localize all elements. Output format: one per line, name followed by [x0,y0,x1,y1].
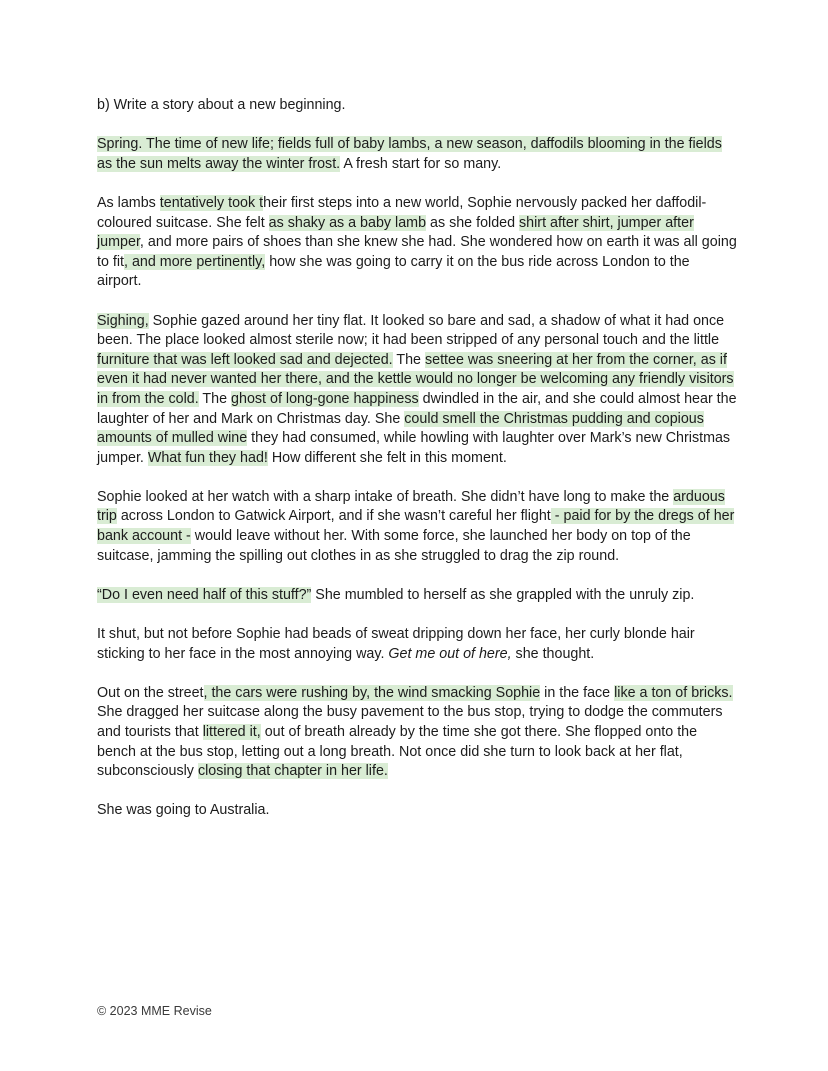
highlighted-phrase: arduous trip [97,488,725,525]
highlighted-phrase: could smell the Christmas pudding and copious amounts of mulled wine [97,410,704,447]
story-paragraph [97,312,737,469]
highlighted-phrase: tentatively took t [159,194,264,211]
highlighted-phrase: as shaky as a baby lamb [268,214,427,231]
text-segment: out of breath already by the time she got there. She flopped onto the bench at the bus stop, letting out a long breath. Not once did she turn to look back at her flat, subconsciously [97,724,698,780]
text-segment: How different she felt in this moment. [267,449,507,466]
highlighted-phrase: What fun they had! [147,449,268,466]
text-segment: A fresh start for so many. [340,155,502,172]
text-segment: , and more pairs of shoes than she knew she had. She wondered how on earth it was all going to fit [97,234,737,270]
question-heading: b) Write a story about a new beginning. [97,97,346,113]
story-paragraph [97,684,737,782]
highlighted-phrase: ghost of long-gone happiness [231,390,419,407]
story-paragraph [97,801,737,821]
document-body [97,96,737,841]
text-segment: Sophie looked at her watch with a sharp intake of breath. She didn’t have long to make the [97,488,674,505]
highlighted-phrase: Sighing, [97,312,149,329]
text-segment: would leave without her. With some force, she launched her body on top of the suitcase, jamming the spilling out clothes in as she struggled to drag the zip round. [97,528,691,564]
text-segment: how she was going to carry it on the bus ride across London to the airport. [97,253,690,290]
text-segment: She was going to Australia. [97,802,270,819]
text-segment: Sophie gazed around her tiny flat. It looked so bare and sad, a shadow of what it had once been. The place looked almost sterile now; it had been stripped of any personal touch and the little [97,312,725,349]
highlighted-phrase: settee was sneering at her from the corner, as if even it had never wanted her there, and the kettle would no longer be welcoming any friendly visitors in from the cold. [97,351,734,407]
text-segment: as she folded [426,214,520,231]
highlighted-phrase: , the cars were rushing by, the wind smacking Sophie [203,684,541,701]
highlighted-phrase: like a ton of bricks. [614,684,733,701]
text-segment: in the face [540,684,615,701]
text-segment: heir first steps into a new world, Sophie nervously packed her daffodil-coloured suitcase. She felt [97,194,707,231]
highlighted-phrase: furniture that was left looked sad and dejected. [97,351,393,368]
story-paragraph [97,586,737,606]
highlighted-phrase: littered it, [202,724,261,740]
highlighted-phrase: closing that chapter in her life. [197,763,388,780]
story-paragraph [97,625,737,664]
text-segment: As lambs [97,194,160,211]
highlighted-phrase: “Do I even need half of this stuff?” [97,586,312,603]
text-segment: Get me out of here, [388,645,512,662]
text-segment: Out on the street [97,684,204,701]
copyright-footer: © 2023 MME Revise [97,1004,212,1018]
text-segment: It shut, but not before Sophie had beads of sweat dripping down her face, her curly blonde hair sticking to her face in the most annoying way. [97,626,695,662]
story-text [97,135,737,821]
text-segment: she thought. [511,645,595,662]
text-segment: She mumbled to herself as she grappled with the unruly zip. [311,586,695,603]
text-segment: The [198,390,232,407]
highlighted-phrase: Spring. The time of new life; fields full of baby lambs, a new season, daffodils blooming in the fields as the sun melts away the winter frost. [97,136,722,172]
story-paragraph [97,135,737,174]
highlighted-phrase: - paid for by the dregs of her bank account - [97,508,735,545]
text-segment: She dragged her suitcase along the busy pavement to the bus stop, trying to dodge the commuters and tourists that [97,704,723,740]
text-segment: dwindled in the air, and she could almost hear the laughter of her and Mark on Christmas day. She [97,390,737,427]
text-segment: across London to Gatwick Airport, and if she wasn’t careful her flight [116,508,551,525]
highlighted-phrase: , and more pertinently, [124,253,266,270]
story-paragraph [97,194,737,292]
story-paragraph [97,488,737,566]
text-segment: they had consumed, while howling with laughter over Mark’s new Christmas jumper. [97,430,731,466]
text-segment: The [392,351,425,368]
highlighted-phrase: shirt after shirt, jumper after jumper [97,214,694,251]
